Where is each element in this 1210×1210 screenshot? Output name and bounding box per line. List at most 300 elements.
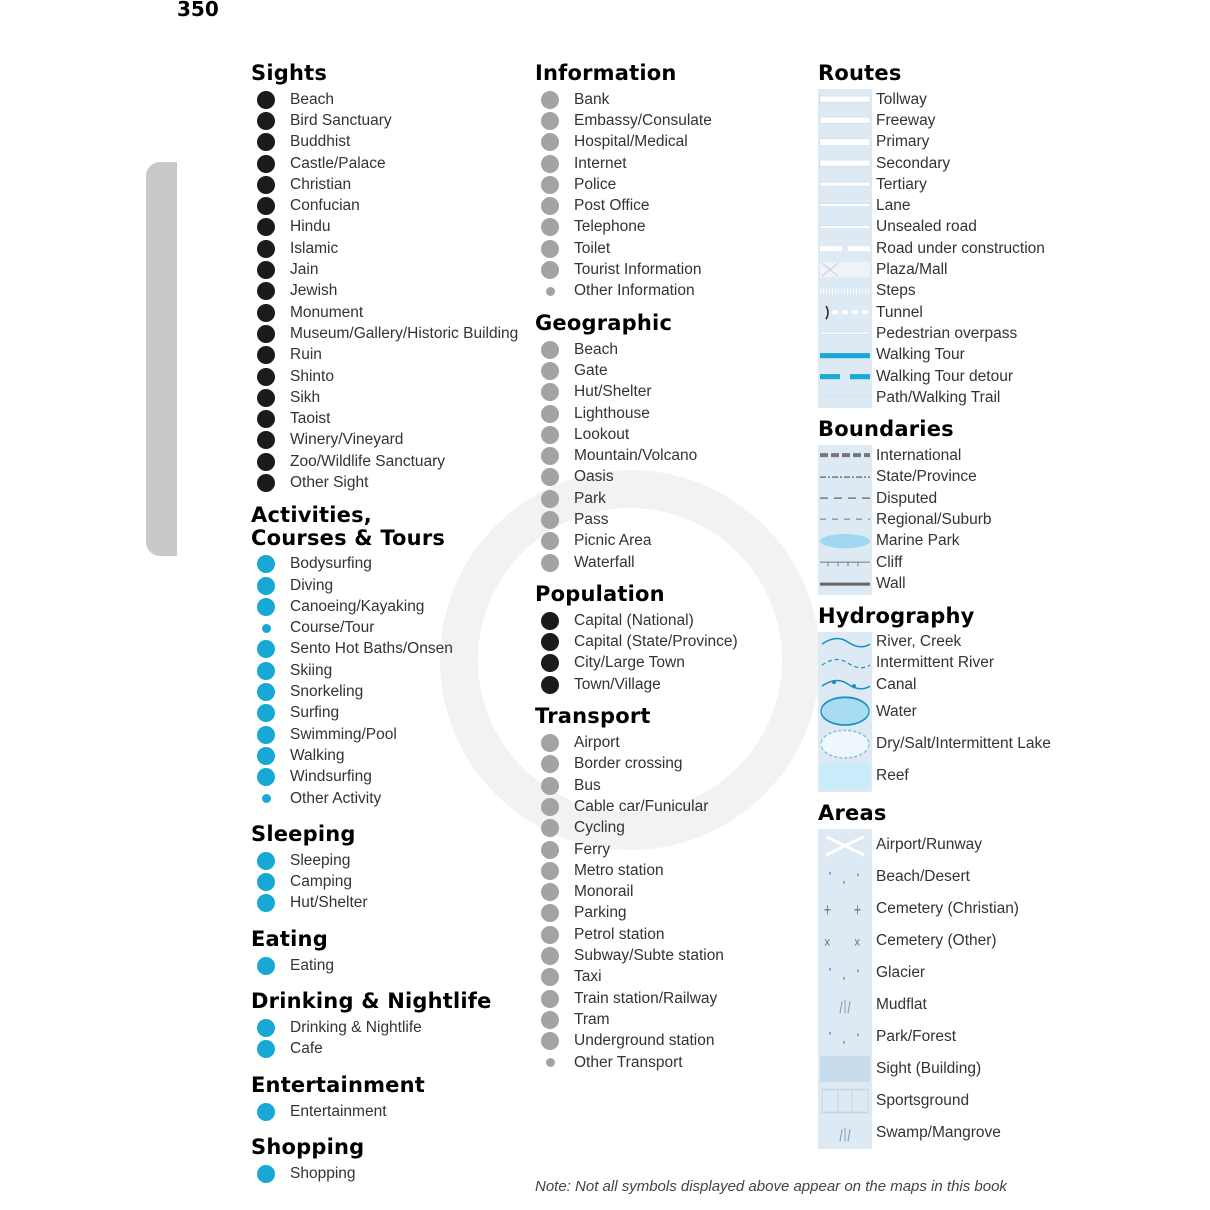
snorkeling-icon	[255, 683, 277, 701]
section-drinking-nightlife	[251, 990, 518, 1060]
taxi-icon	[539, 968, 561, 986]
legend-item-label: Train station/Railway	[574, 989, 718, 1007]
legend-item	[251, 955, 518, 976]
legend-item-label: Entertainment	[290, 1102, 387, 1120]
section-heading-text: Activities,	[251, 502, 372, 527]
legend-item-label: Marine Park	[876, 532, 960, 550]
intermittent-river-map-symbol	[818, 653, 872, 674]
legend-item-label: Sight (Building)	[876, 1060, 982, 1078]
legend-item	[251, 451, 518, 472]
legend-item	[535, 754, 738, 775]
legend-item	[535, 531, 738, 552]
section-heading-text: Boundaries	[818, 417, 954, 442]
legend-item	[818, 281, 1051, 302]
legend-item-label: Tertiary	[876, 175, 927, 193]
legend-item	[818, 925, 1051, 957]
section-heading	[818, 605, 1051, 628]
legend-item-label: Cafe	[290, 1040, 323, 1058]
sikh-icon	[255, 389, 277, 407]
legend-item	[251, 893, 518, 914]
sleeping-icon	[255, 852, 277, 870]
legend-item-label: Police	[574, 175, 617, 193]
legend-item-label: Walking Tour	[876, 346, 965, 364]
toilet-icon	[539, 240, 561, 258]
legend-list	[535, 732, 738, 1073]
legend-item	[535, 632, 738, 653]
section-heading	[535, 312, 738, 335]
section-areas	[818, 802, 1051, 1149]
legend-item	[818, 302, 1051, 323]
legend-item	[251, 1163, 518, 1184]
legend-item-label: Primary	[876, 133, 930, 151]
legend-item	[535, 796, 738, 817]
legend-item	[251, 724, 518, 745]
legend-item	[818, 861, 1051, 893]
legend-item	[818, 893, 1051, 925]
pass-icon	[539, 511, 561, 529]
secondary-map-symbol	[818, 153, 872, 174]
drinking-nightlife-icon	[255, 1019, 277, 1037]
legend-item	[535, 945, 738, 966]
hut-shelter-icon	[539, 383, 561, 401]
section-heading-text: Information	[535, 61, 677, 85]
legend-item-label: Lane	[876, 197, 911, 215]
legend-item	[818, 110, 1051, 131]
hut-shelter-icon	[255, 894, 277, 912]
legend-item-label: Camping	[290, 873, 353, 891]
legend-item-label: Capital (National)	[574, 611, 694, 629]
legend-item-label: Taoist	[290, 410, 331, 428]
cafe-icon	[255, 1040, 277, 1058]
legend-item	[251, 217, 518, 238]
internet-icon	[539, 155, 561, 173]
section-heading-text: Entertainment	[251, 1072, 426, 1097]
section-heading	[251, 928, 518, 951]
christian-icon	[255, 176, 277, 194]
legend-item	[818, 674, 1051, 695]
legend-item	[535, 818, 738, 839]
legend-item	[818, 728, 1051, 760]
other-information-icon	[539, 282, 561, 300]
legend-item-label: Mudflat	[876, 996, 927, 1014]
legend-item-label: Zoo/Wildlife Sanctuary	[290, 452, 446, 470]
legend-item-label: Cemetery (Other)	[876, 932, 997, 950]
bodysurfing-icon	[255, 555, 277, 573]
city-large-town-icon	[539, 654, 561, 672]
legend-item	[535, 552, 738, 573]
legend-item	[535, 195, 738, 216]
skiing-icon	[255, 662, 277, 680]
legend-item-label: Tram	[574, 1010, 610, 1028]
legend-item	[251, 472, 518, 493]
legend-item	[251, 366, 518, 387]
legend-list	[251, 554, 518, 810]
legend-item-label: Other Activity	[290, 789, 382, 807]
section-transport	[535, 705, 738, 1073]
international-map-symbol	[818, 445, 872, 466]
legend-item	[818, 174, 1051, 195]
legend-item	[251, 408, 518, 429]
legend-item-label: Confucian	[290, 197, 360, 215]
legend-item-label: Lighthouse	[574, 404, 650, 422]
legend-item-label: Beach	[290, 90, 334, 108]
legend-item	[535, 1031, 738, 1052]
section-heading	[535, 705, 738, 728]
legend-item	[535, 509, 738, 530]
legend-item-label: Other Transport	[574, 1053, 683, 1071]
section-sleeping	[251, 823, 518, 914]
embassy-consulate-icon	[539, 112, 561, 130]
legend-item-label: Park	[574, 489, 606, 507]
walking-icon	[255, 747, 277, 765]
legend-item-label: Shinto	[290, 367, 334, 385]
legend-item	[535, 424, 738, 445]
legend-item-label: Snorkeling	[290, 683, 364, 701]
section-heading	[535, 583, 738, 606]
section-heading-text: Routes	[818, 61, 902, 85]
legend-item-label: Hut/Shelter	[290, 894, 368, 912]
train-station-railway-icon	[539, 990, 561, 1008]
legend-item-label: Toilet	[574, 239, 611, 257]
legend-item	[818, 1053, 1051, 1085]
legend-item	[251, 1039, 518, 1060]
legend-item-label: Buddhist	[290, 133, 351, 151]
legend-item-label: Picnic Area	[574, 532, 652, 550]
legend-item	[818, 829, 1051, 861]
legend-list	[251, 89, 518, 494]
unsealed-road-map-symbol	[818, 217, 872, 238]
legend-item	[818, 217, 1051, 238]
legend-item	[818, 238, 1051, 259]
tram-icon	[539, 1011, 561, 1029]
islamic-icon	[255, 240, 277, 258]
legend-item-label: Reef	[876, 767, 909, 785]
legend-column-2	[535, 62, 738, 1073]
legend-item-label: Hut/Shelter	[574, 383, 652, 401]
legend-item-label: Wall	[876, 574, 906, 592]
beach-icon	[539, 341, 561, 359]
sight-building-map-symbol	[818, 1053, 872, 1085]
river-creek-map-symbol	[818, 632, 872, 653]
legend-item	[818, 1021, 1051, 1053]
section-information	[535, 62, 738, 302]
section-heading-text: Eating	[251, 927, 328, 952]
legend-item-label: Underground station	[574, 1032, 715, 1050]
section-heading-text: Population	[535, 582, 665, 607]
legend-item	[535, 967, 738, 988]
mudflat-map-symbol	[818, 989, 872, 1021]
legend-item	[535, 775, 738, 796]
jain-icon	[255, 261, 277, 279]
section-heading	[251, 1136, 518, 1159]
legend-item	[535, 467, 738, 488]
legend-item	[251, 174, 518, 195]
legend-item	[251, 575, 518, 596]
monorail-icon	[539, 883, 561, 901]
freeway-map-symbol	[818, 110, 872, 131]
legend-item-label: Sleeping	[290, 851, 351, 869]
legend-item	[818, 366, 1051, 387]
bird-sanctuary-icon	[255, 112, 277, 130]
legend-list	[535, 339, 738, 573]
legend-item	[535, 360, 738, 381]
section-heading-text: Areas	[818, 801, 887, 826]
legend-item-label: City/Large Town	[574, 654, 685, 672]
eating-icon	[255, 957, 277, 975]
shopping-icon	[255, 1165, 277, 1183]
underground-station-icon	[539, 1032, 561, 1050]
section-activities-courses-tours	[251, 504, 518, 810]
legend-item-label: Diving	[290, 576, 334, 594]
cable-car-funicular-icon	[539, 798, 561, 816]
legend-list	[251, 850, 518, 914]
footnote: Note: Not all symbols displayed above appear on the maps in this book	[535, 1178, 1007, 1195]
legend-item	[818, 488, 1051, 509]
legend-item-label: Jewish	[290, 282, 338, 300]
section-population	[535, 583, 738, 695]
legend-item-label: Cable car/Funicular	[574, 797, 709, 815]
legend-item-label: Swamp/Mangrove	[876, 1124, 1001, 1142]
legend-item	[818, 467, 1051, 488]
water-map-symbol	[818, 695, 872, 727]
legend-item	[251, 195, 518, 216]
marine-park-map-symbol	[818, 531, 872, 552]
legend-item-label: Petrol station	[574, 925, 665, 943]
hindu-icon	[255, 218, 277, 236]
legend-item	[251, 681, 518, 702]
legend-item-label: Pass	[574, 510, 609, 528]
legend-item	[251, 238, 518, 259]
section-eating	[251, 928, 518, 976]
legend-item-label: Metro station	[574, 861, 664, 879]
plaza-mall-map-symbol	[818, 259, 872, 280]
legend-list	[818, 445, 1051, 594]
cliff-map-symbol	[818, 552, 872, 573]
legend-list	[818, 632, 1051, 793]
legend-item	[535, 860, 738, 881]
legend-item-label: Disputed	[876, 489, 938, 507]
legend-item-label: Surfing	[290, 704, 340, 722]
legend-item	[818, 531, 1051, 552]
legend-item-label: Sento Hot Baths/Onsen	[290, 640, 453, 658]
legend-item	[535, 110, 738, 131]
section-heading	[251, 990, 518, 1013]
legend-item-label: Unsealed road	[876, 218, 977, 236]
legend-item-label: Capital (State/Province)	[574, 633, 738, 651]
cemetery-christian-map-symbol	[818, 893, 872, 925]
diving-icon	[255, 577, 277, 595]
glacier-map-symbol	[818, 957, 872, 989]
capital-state-province-icon	[539, 633, 561, 651]
road-under-construction-map-symbol	[818, 238, 872, 259]
steps-map-symbol	[818, 281, 872, 302]
museum-gallery-historic-building-icon	[255, 325, 277, 343]
post-office-icon	[539, 197, 561, 215]
legend-item	[535, 153, 738, 174]
legend-item	[251, 554, 518, 575]
park-forest-map-symbol	[818, 1021, 872, 1053]
legend-item	[535, 89, 738, 110]
legend-item-label: Glacier	[876, 964, 926, 982]
lookout-icon	[539, 426, 561, 444]
section-heading	[818, 62, 1051, 85]
legend-item	[251, 323, 518, 344]
legend-item-label: Pedestrian overpass	[876, 324, 1018, 342]
legend-item-label: Skiing	[290, 661, 333, 679]
section-heading-text: Geographic	[535, 310, 673, 335]
legend-list	[251, 1101, 518, 1122]
legend-item	[818, 509, 1051, 530]
section-entertainment	[251, 1074, 518, 1122]
legend-item	[251, 850, 518, 871]
subway-subte-station-icon	[539, 947, 561, 965]
legend-item-label: Monument	[290, 303, 364, 321]
legend-item	[251, 430, 518, 451]
section-heading-text-2: Courses & Tours	[251, 525, 446, 550]
other-transport-icon	[539, 1054, 561, 1072]
svg-text:×: ×	[854, 933, 861, 953]
state-province-map-symbol	[818, 467, 872, 488]
legend-item-label: Mountain/Volcano	[574, 447, 698, 465]
legend-item	[818, 653, 1051, 674]
camping-icon	[255, 873, 277, 891]
legend-item	[818, 1085, 1051, 1117]
legend-item	[535, 903, 738, 924]
legend-item-label: Walking	[290, 746, 345, 764]
legend-item-label: Embassy/Consulate	[574, 111, 712, 129]
legend-item-label: Bird Sanctuary	[290, 111, 392, 129]
legend-column-3	[818, 62, 1051, 1149]
primary-map-symbol	[818, 132, 872, 153]
waterfall-icon	[539, 554, 561, 572]
ferry-icon	[539, 841, 561, 859]
legend-item-label: Parking	[574, 904, 627, 922]
lane-map-symbol	[818, 195, 872, 216]
section-heading-text: Hydrography	[818, 603, 975, 628]
other-sight-icon	[255, 474, 277, 492]
legend-item	[535, 132, 738, 153]
legend-item	[535, 1052, 738, 1073]
winery-vineyard-icon	[255, 431, 277, 449]
legend-item-label: Canoeing/Kayaking	[290, 597, 425, 615]
walking-tour-map-symbol	[818, 345, 872, 366]
legend-list	[251, 1163, 518, 1184]
legend-item-label: Ruin	[290, 346, 322, 364]
legend-item-label: Dry/Salt/Intermittent Lake	[876, 734, 1051, 752]
legend-item-label: Regional/Suburb	[876, 510, 992, 528]
beach-desert-map-symbol	[818, 861, 872, 893]
town-village-icon	[539, 676, 561, 694]
legend-item	[535, 403, 738, 424]
legend-item	[535, 217, 738, 238]
legend-list	[251, 1017, 518, 1060]
shinto-icon	[255, 368, 277, 386]
walking-tour-detour-map-symbol	[818, 366, 872, 387]
legend-item-label: Taxi	[574, 968, 602, 986]
legend-column-1	[251, 62, 518, 1185]
path-walking-trail-map-symbol	[818, 387, 872, 408]
legend-item-label: Plaza/Mall	[876, 261, 948, 279]
section-heading-text: Shopping	[251, 1135, 365, 1160]
section-heading	[251, 823, 518, 846]
section-heading-text: Transport	[535, 704, 651, 729]
section-heading	[818, 802, 1051, 825]
cemetery-other-map-symbol	[818, 925, 872, 957]
canal-map-symbol	[818, 674, 872, 695]
legend-item	[251, 618, 518, 639]
legend-item-label: Post Office	[574, 197, 650, 215]
legend-item	[251, 281, 518, 302]
parking-icon	[539, 904, 561, 922]
legend-list	[818, 829, 1051, 1149]
legend-item	[251, 302, 518, 323]
jewish-icon	[255, 282, 277, 300]
legend-item-label: Tourist Information	[574, 261, 702, 279]
entertainment-icon	[255, 1103, 277, 1121]
tourist-information-icon	[539, 261, 561, 279]
mountain-volcano-icon	[539, 447, 561, 465]
legend-item-label: Oasis	[574, 468, 614, 486]
legend-list	[818, 89, 1051, 408]
course-tour-icon	[255, 619, 277, 637]
legend-item	[535, 174, 738, 195]
section-heading-text: Drinking & Nightlife	[251, 989, 492, 1014]
windsurfing-icon	[255, 768, 277, 786]
legend-item-label: Hospital/Medical	[574, 133, 688, 151]
section-boundaries	[818, 418, 1051, 594]
lighthouse-icon	[539, 405, 561, 423]
legend-item	[251, 788, 518, 809]
legend-item-label: Town/Village	[574, 675, 661, 693]
section-heading	[818, 418, 1051, 441]
sento-hot-baths-onsen-icon	[255, 640, 277, 658]
swimming-pool-icon	[255, 726, 277, 744]
legend-item-label: Water	[876, 702, 917, 720]
legend-item	[818, 760, 1051, 792]
legend-item	[818, 153, 1051, 174]
airport-icon	[539, 734, 561, 752]
legend-item-label: Shopping	[290, 1164, 356, 1182]
legend-item	[251, 387, 518, 408]
legend-item	[818, 387, 1051, 408]
surfing-icon	[255, 704, 277, 722]
zoo-wildlife-sanctuary-icon	[255, 453, 277, 471]
section-hydrography	[818, 605, 1051, 793]
legend-item	[535, 445, 738, 466]
legend-item-label: Canal	[876, 675, 917, 693]
legend-item	[818, 345, 1051, 366]
park-icon	[539, 490, 561, 508]
confucian-icon	[255, 197, 277, 215]
legend-item	[251, 767, 518, 788]
legend-item	[251, 132, 518, 153]
legend-item	[535, 839, 738, 860]
legend-item-label: Cliff	[876, 553, 903, 571]
legend-item	[251, 596, 518, 617]
legend-item-label: Course/Tour	[290, 619, 375, 637]
other-activity-icon	[255, 790, 277, 808]
legend-item-label: Cemetery (Christian)	[876, 900, 1019, 918]
legend-item-label: Waterfall	[574, 553, 635, 571]
legend-item	[251, 153, 518, 174]
legend-item-label: Gate	[574, 361, 608, 379]
legend-item-label: Steps	[876, 282, 916, 300]
legend-item	[818, 957, 1051, 989]
legend-item-label: Other Sight	[290, 473, 369, 491]
legend-item-label: Windsurfing	[290, 768, 372, 786]
legend-item	[535, 882, 738, 903]
legend-item-label: Path/Walking Trail	[876, 388, 1001, 406]
